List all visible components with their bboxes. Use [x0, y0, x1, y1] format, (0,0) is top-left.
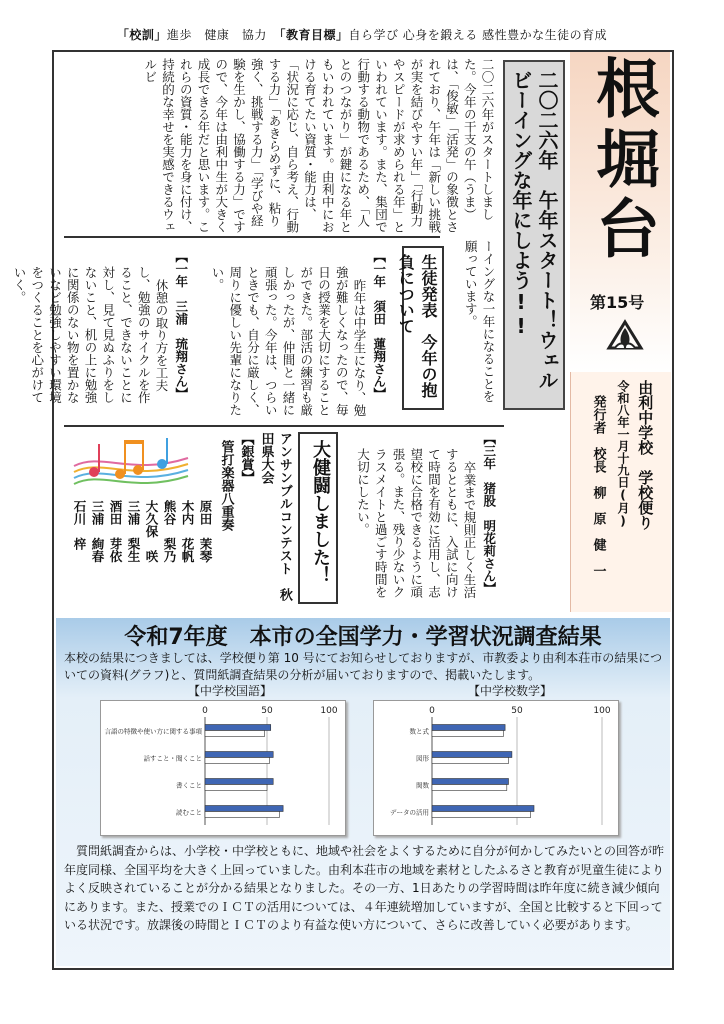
bar-city — [205, 779, 273, 785]
contest-member: 木内 花帆 — [180, 500, 195, 563]
x-tick-label: 50 — [261, 706, 273, 716]
bar-national — [432, 731, 503, 737]
category-label: 図形 — [416, 754, 429, 763]
bar-national — [432, 785, 507, 791]
chart-japanese-frame — [100, 700, 346, 836]
bar-national — [205, 731, 265, 737]
contest-member: 石川 梓 — [72, 500, 87, 550]
bar-city — [205, 725, 271, 731]
x-tick-label: 0 — [429, 706, 435, 716]
article-main-body: 二〇二六年がスタートしました。今年の干支の午（うま）は、「俊敏」「活発」の象徴とされており、午年は「新しい挑戦が実を結びやすい年」「行動力やスピードが求められる年」といわれています。また、集団で行動する動物であるため、「人とのつながり」が鍵になる年ともいわれています。由利中における育てたい資質・能力は、「状況に応じ、自ら考え、行動する力」「あきらめずに、粘り強く、挑戦する力」「学びや経験を生かし、協働する力」ですので、今年は由利中生が大きく成長できる年だと思います。これらの資質・能力を身に付け、持続的な幸せを実感できるウェルビ — [142, 58, 495, 233]
category-label: 関数 — [416, 781, 429, 790]
bar-city — [432, 725, 505, 731]
contest-member: 熊谷 梨乃 — [162, 500, 177, 563]
bar-national — [432, 758, 509, 764]
bar-national — [205, 812, 279, 818]
contest-award: 【銀賞】 — [238, 432, 254, 484]
contest-member: 酒田 芽依 — [108, 500, 123, 563]
motto-values-2: 自ら学び 心身を鍛える 感性豊かな生徒の育成 — [348, 28, 608, 42]
section-divider — [64, 425, 504, 427]
category-label: データの活用 — [390, 808, 429, 817]
x-tick-label: 50 — [511, 706, 523, 716]
school-motto — [0, 26, 724, 43]
publisher: 発行者 校長 柳 原 健 一 — [590, 395, 606, 577]
bar-national — [432, 812, 531, 818]
article-divider — [64, 236, 440, 238]
survey-title: 令和7年度 本市の全国学力・学習状況調査結果 — [124, 625, 602, 650]
issue-number: 第15号 — [590, 293, 645, 312]
contest-group: 管打楽器八重奏 — [218, 440, 234, 531]
category-label: 読むこと — [176, 808, 202, 817]
issue-date: 令和八年一月十九日(月) — [616, 380, 631, 528]
contest-members — [64, 500, 214, 610]
category-label: 言語の特徴や使い方に関する事項 — [104, 727, 202, 736]
bar-city — [432, 806, 534, 812]
chart-title-japanese: 【中学校国語】 — [187, 684, 272, 698]
x-tick-label: 100 — [593, 706, 611, 716]
newsletter-title: 根堀台 — [585, 55, 660, 265]
contest-member: 大久保 咲 — [144, 500, 159, 563]
chart-math — [374, 701, 618, 835]
motto-values-1: 進歩 健康 協力 — [166, 28, 267, 42]
bar-national — [205, 758, 269, 764]
contest-member: 原田 茉琴 — [198, 500, 213, 563]
motto-label-2: 「教育目標」 — [279, 28, 349, 42]
article-main-continued: ーイングな一年になることを願っています。 — [463, 240, 496, 403]
student2-name: 【一年 三浦 琉翔さん】 — [173, 250, 189, 400]
contest-event: アンサンブルコンテスト 秋田県大会 — [258, 432, 292, 601]
category-label: 書くこと — [176, 781, 202, 790]
resolutions-heading: 生徒発表 今年の抱負について — [402, 246, 444, 410]
bar-city — [432, 752, 512, 758]
bar-city — [432, 779, 509, 785]
chart-math-frame — [373, 700, 619, 836]
contest-member: 三浦 梨生 — [126, 500, 141, 563]
headline-box — [503, 60, 565, 410]
contest-heading: 大健闘しました！ — [298, 432, 338, 604]
school-crest-icon — [605, 318, 645, 358]
x-tick-label: 100 — [320, 706, 338, 716]
x-tick-label: 0 — [202, 706, 208, 716]
chart-title-math: 【中学校数学】 — [467, 684, 552, 698]
student2-text-start — [12, 266, 170, 414]
student1-text: 昨年は中学生になり、勉強が難しくなったので、毎日の授業を大切にすることができた。部活の練習も厳しかったが、仲間と一緒に頑張った。今年は、つらいときでも、自分に厳しく、周りに優しい先輩になりたい。 — [210, 266, 367, 416]
newsletter-name: 由利中学校 学校便り — [636, 380, 655, 530]
music-notes-icon — [72, 436, 190, 492]
bar-city — [205, 806, 283, 812]
bar-national — [205, 785, 267, 791]
student2-text: 休憩の取り方を工夫し、勉強のサイクルを作ること、できないことに対し、見て見ぬふりをしないこと、机の上に勉強に関係のない物を置かないなど勉強しやすい環境をつくることを心がけていく。 — [12, 266, 169, 404]
contest-member: 三浦 絢春 — [90, 500, 105, 563]
motto-label-1: 「校訓」 — [116, 28, 167, 42]
chart-japanese — [101, 701, 345, 835]
student3-text: 卒業まで規則正しく生活するとともに、入試に向けて時間を有効に活用し、志望校に合格できるように頑張る。また、残り少ないクラスメイトと過ごす時間を大切にしたい。 — [355, 448, 477, 598]
student1-name: 【一年 須田 蓮翔さん】 — [371, 250, 387, 400]
category-label: 話すこと・聞くこと — [143, 754, 202, 763]
bar-city — [205, 752, 273, 758]
survey-analysis: 質問紙調査からは、小学校・中学校ともに、地域や社会をよくするために自分が何かしてみたいとの回答が昨年度同様、全国平均を大きく上回っていました。由利本荘市の地域を素材としたふるさと教育が児童生徒によりよく反映されていることが分かる結果となりました。その一方、1日あたりの学習時間は昨年度に続き減少傾向にあります。また、授業でのＩＣＴの活用については、４年連続増加していますが、全国と比較すると下回っている状況です。放課後の時間とＩＣＴのより有益な使い方について、さらに改善していく必要があります。 — [64, 844, 665, 933]
headline-title: 二〇二六年 午年スタート！ウェルビーイングな年にしよう!! — [509, 70, 559, 390]
survey-intro: 本校の結果につきましては、学校便り第 10 号にてお知らせしておりますが、市教委より由利本荘市の結果についての資料(グラフ)と、質問紙調査結果の分析が届いておりますので、掲載いたします。 — [64, 651, 663, 682]
category-label: 数と式 — [409, 727, 429, 736]
student3-name: 【三年 猪股 明花莉さん】 — [481, 432, 497, 595]
